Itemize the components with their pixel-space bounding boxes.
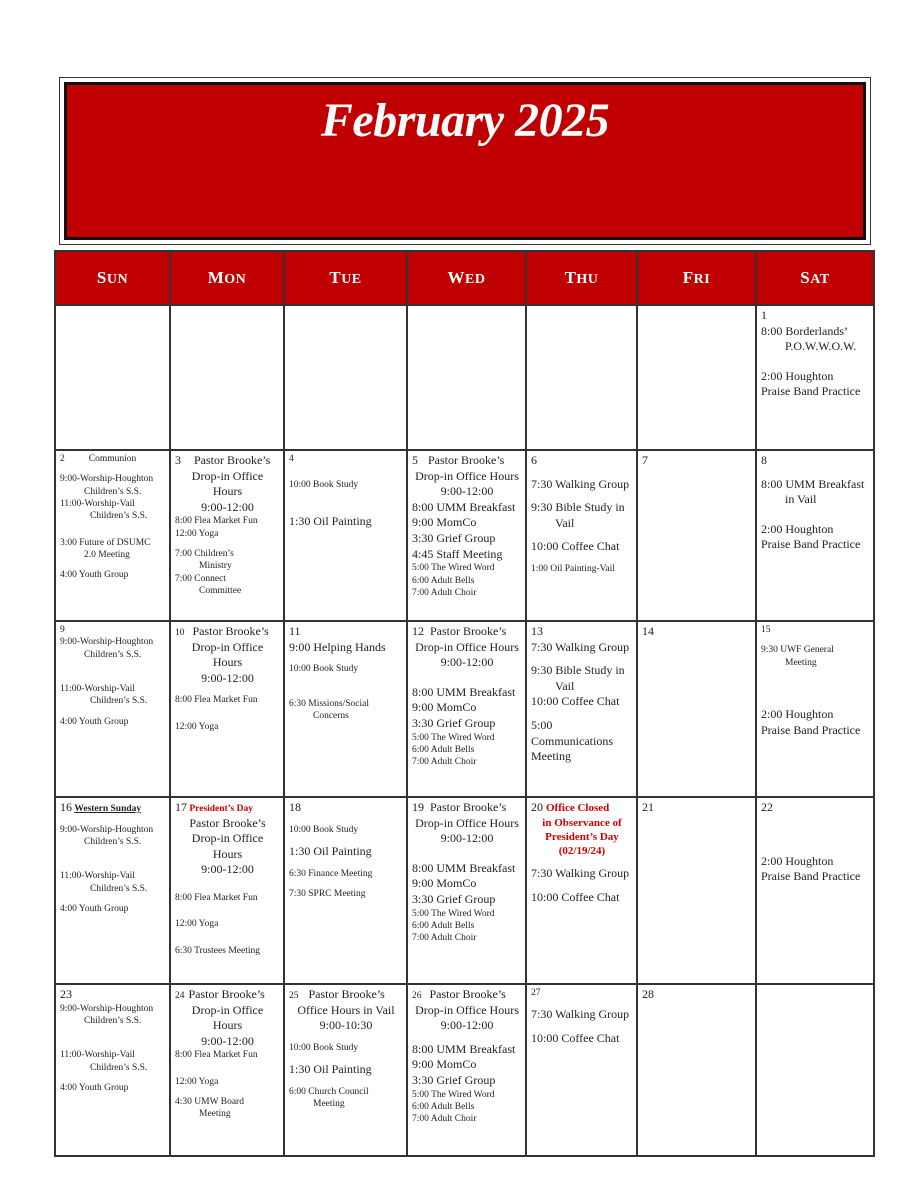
event: Pastor Brooke’s bbox=[188, 987, 265, 1001]
event-detail: Hours bbox=[212, 484, 243, 499]
event: 3:00 Future of DSUMC bbox=[60, 537, 151, 548]
event-detail: Meeting bbox=[199, 1109, 231, 1120]
event: Communion bbox=[88, 454, 137, 464]
event-detail: Vail bbox=[555, 678, 575, 693]
day-cell-25 bbox=[284, 984, 407, 1156]
event: Western Sunday bbox=[74, 804, 142, 814]
event: Pastor Brooke’s bbox=[308, 987, 385, 1001]
event: 9:00 MomCo bbox=[412, 1057, 477, 1072]
event: 7:00 Adult Choir bbox=[412, 933, 477, 944]
day-cell-8 bbox=[756, 450, 874, 621]
day-cell-empty bbox=[170, 305, 284, 450]
event-detail: Drop-in Office bbox=[191, 639, 264, 654]
day-cell-12 bbox=[407, 621, 526, 797]
event: Pastor Brooke’s bbox=[192, 624, 269, 638]
event: 10:00 Coffee Chat bbox=[531, 890, 620, 905]
day-number: 24 bbox=[175, 991, 185, 1001]
event: 4:45 Staff Meeting bbox=[412, 546, 503, 561]
event: Pastor Brooke’s bbox=[428, 453, 505, 467]
event: 12:00 Yoga bbox=[175, 919, 219, 930]
event: 9:00 MomCo bbox=[412, 876, 477, 891]
event-detail: Children’s S.S. bbox=[84, 836, 142, 847]
event: 8:00 Borderlands’ bbox=[761, 323, 848, 338]
day-cell-1 bbox=[756, 305, 874, 450]
event-detail: Drop-in Office Hours bbox=[415, 1002, 519, 1017]
event: 12:00 Yoga bbox=[175, 528, 219, 539]
event: 1:30 Oil Painting bbox=[289, 1062, 372, 1077]
event: 2:00 Houghton bbox=[761, 368, 834, 383]
day-number: 17 bbox=[175, 800, 187, 814]
event-detail: Praise Band Practice bbox=[761, 384, 861, 399]
event: 4:00 Youth Group bbox=[60, 570, 129, 581]
event-detail: 2.0 Meeting bbox=[84, 550, 130, 561]
event: 3:30 Grief Group bbox=[412, 891, 496, 906]
day-number: 15 bbox=[761, 625, 771, 635]
day-number: 23 bbox=[60, 987, 72, 1001]
closure-notice-detail: (02/19/24) bbox=[558, 845, 606, 858]
event: 4:30 UMW Board bbox=[175, 1097, 244, 1108]
event-detail: 9:00-12:00 bbox=[201, 862, 254, 877]
week-row bbox=[55, 984, 874, 1156]
event: 10:00 Coffee Chat bbox=[531, 539, 620, 554]
header-tue bbox=[284, 251, 407, 305]
event-detail: Committee bbox=[199, 586, 242, 597]
header-thu bbox=[526, 251, 637, 305]
week-row bbox=[55, 797, 874, 984]
event: 9:00 Helping Hands bbox=[289, 639, 386, 654]
holiday-label: President’s Day bbox=[189, 804, 253, 814]
event: 7:00 Adult Choir bbox=[412, 757, 477, 768]
event-detail: Children’s S.S. bbox=[90, 511, 148, 522]
event: 6:00 Adult Bells bbox=[412, 744, 475, 755]
event: 8:00 UMM Breakfast bbox=[412, 499, 516, 514]
day-cell-16 bbox=[55, 797, 170, 984]
event-detail: Children’s S.S. bbox=[84, 649, 142, 660]
day-cell-27 bbox=[526, 984, 637, 1156]
event-detail: Children’s S.S. bbox=[84, 1015, 142, 1026]
event: 10:00 Book Study bbox=[289, 480, 359, 491]
event: 4:00 Youth Group bbox=[60, 716, 129, 727]
event: 7:00 Adult Choir bbox=[412, 1114, 477, 1125]
day-cell-14 bbox=[637, 621, 756, 797]
day-number: 19 bbox=[412, 800, 424, 814]
event: 3:30 Grief Group bbox=[412, 530, 496, 545]
event: 7:30 Walking Group bbox=[531, 639, 630, 654]
event: 11:00-Worship-Vail bbox=[60, 1050, 135, 1061]
event: 11:00-Worship-Vail bbox=[60, 871, 135, 882]
event-detail: Drop-in Office bbox=[191, 831, 264, 846]
event: 9:00 MomCo bbox=[412, 700, 477, 715]
event-detail: Children’s S.S. bbox=[90, 696, 148, 707]
event-detail: Drop-in Office Hours bbox=[415, 639, 519, 654]
day-number: 4 bbox=[289, 454, 294, 464]
event-detail: Meeting bbox=[785, 657, 817, 668]
week-row bbox=[55, 305, 874, 450]
event: 1:30 Oil Painting bbox=[289, 513, 372, 528]
event-detail: Praise Band Practice bbox=[761, 869, 861, 884]
event-detail: Meeting bbox=[313, 1099, 345, 1110]
day-number: 1 bbox=[761, 308, 767, 322]
day-cell-9 bbox=[55, 621, 170, 797]
header-sun bbox=[55, 251, 170, 305]
day-cell-19 bbox=[407, 797, 526, 984]
day-cell-empty bbox=[526, 305, 637, 450]
event: 10:00 Coffee Chat bbox=[531, 1030, 620, 1045]
event-detail: Drop-in Office Hours bbox=[415, 815, 519, 830]
event-detail: 9:00-12:00 bbox=[440, 1018, 494, 1033]
event: 9:00-Worship-Houghton bbox=[60, 1003, 154, 1014]
event-detail: 9:00-10:30 bbox=[319, 1018, 373, 1033]
event: 10:00 Book Study bbox=[289, 824, 359, 835]
event: 1:00 Oil Painting-Vail bbox=[531, 563, 615, 574]
day-cell-22 bbox=[756, 797, 874, 984]
day-cell-21 bbox=[637, 797, 756, 984]
event-detail: Drop-in Office bbox=[191, 468, 264, 483]
day-cell-7 bbox=[637, 450, 756, 621]
event-detail: 9:00-12:00 bbox=[201, 1033, 254, 1048]
day-number: 3 bbox=[175, 453, 181, 467]
day-cell-13 bbox=[526, 621, 637, 797]
event: 6:30 Trustees Meeting bbox=[175, 945, 260, 956]
event: 5:00 The Wired Word bbox=[412, 908, 495, 919]
day-cell-28 bbox=[637, 984, 756, 1156]
event: 6:00 Church Council bbox=[289, 1086, 369, 1097]
event-detail: Children’s S.S. bbox=[84, 486, 142, 497]
header-mon bbox=[170, 251, 284, 305]
header-sat bbox=[756, 251, 874, 305]
day-number: 22 bbox=[761, 800, 773, 814]
event: Pastor Brooke’s bbox=[430, 624, 507, 638]
day-number: 11 bbox=[289, 624, 301, 638]
event-detail: Vail bbox=[555, 515, 575, 530]
event-detail: 9:00-12:00 bbox=[440, 484, 494, 499]
event: 5:00 The Wired Word bbox=[412, 1089, 495, 1100]
event: 8:00 Flea Market Fun bbox=[175, 695, 258, 706]
event: 7:30 Walking Group bbox=[531, 866, 630, 881]
event: 2:00 Houghton bbox=[761, 521, 834, 536]
event: 7:30 Walking Group bbox=[531, 1007, 630, 1022]
event-detail: Children’s S.S. bbox=[90, 1062, 148, 1073]
header-wed-label: WED bbox=[447, 268, 486, 287]
day-number: 2 bbox=[60, 454, 65, 464]
event: 5:00 bbox=[531, 717, 553, 732]
day-number: 9 bbox=[60, 625, 65, 635]
header-tue-label: TUE bbox=[329, 268, 362, 287]
event: 7:00 Children’s bbox=[175, 549, 234, 560]
event: 10:00 Book Study bbox=[289, 1042, 359, 1053]
event-detail: in Vail bbox=[785, 492, 817, 507]
event: 12:00 Yoga bbox=[175, 1076, 219, 1087]
day-number: 10 bbox=[175, 628, 185, 638]
closure-notice: Office Closed bbox=[546, 802, 610, 814]
header-wed bbox=[407, 251, 526, 305]
day-number: 6 bbox=[531, 453, 537, 467]
event: 8:00 Flea Market Fun bbox=[175, 1050, 258, 1061]
day-cell-10 bbox=[170, 621, 284, 797]
event: 9:00-Worship-Houghton bbox=[60, 474, 154, 485]
event: 6:00 Adult Bells bbox=[412, 575, 475, 586]
event: 5:00 The Wired Word bbox=[412, 732, 495, 743]
event-detail: Communications bbox=[531, 733, 613, 748]
day-number: 14 bbox=[642, 624, 654, 638]
day-number: 27 bbox=[531, 988, 541, 998]
calendar-grid bbox=[54, 250, 875, 1157]
day-cell-5 bbox=[407, 450, 526, 621]
month-title: February 2025 bbox=[320, 94, 610, 147]
event-detail: Drop-in Office bbox=[191, 1002, 264, 1017]
event-detail: Meeting bbox=[531, 749, 571, 764]
event: 11:00-Worship-Vail bbox=[60, 684, 135, 695]
day-number: 16 bbox=[60, 800, 72, 814]
event: 11:00-Worship-Vail bbox=[60, 499, 135, 510]
header-sun-label: SUN bbox=[96, 268, 129, 287]
header-fri-label: FRI bbox=[682, 268, 711, 287]
event: 9:00 MomCo bbox=[412, 515, 477, 530]
weekday-header-row bbox=[55, 251, 874, 305]
event: 7:30 Walking Group bbox=[531, 476, 630, 491]
event: 5:00 The Wired Word bbox=[412, 563, 495, 574]
event: 9:30 UWF General bbox=[761, 645, 834, 656]
header-thu-label: THU bbox=[564, 268, 599, 287]
event: 8:00 UMM Breakfast bbox=[412, 684, 516, 699]
event-detail: 9:00-12:00 bbox=[440, 831, 494, 846]
day-number: 25 bbox=[289, 991, 299, 1001]
day-cell-3 bbox=[170, 450, 284, 621]
event-detail: Praise Band Practice bbox=[761, 537, 861, 552]
event: Pastor Brooke’s bbox=[189, 815, 266, 830]
header-sat-label: SAT bbox=[800, 268, 830, 287]
day-cell-empty bbox=[756, 984, 874, 1156]
closure-notice-detail: in Observance of bbox=[542, 816, 622, 829]
title-banner-frame bbox=[59, 77, 871, 245]
day-cell-empty bbox=[55, 305, 170, 450]
event: 8:00 UMM Breakfast bbox=[412, 1041, 516, 1056]
event: 10:00 Coffee Chat bbox=[531, 694, 620, 709]
event: 9:00-Worship-Houghton bbox=[60, 824, 154, 835]
event: 8:00 Flea Market Fun bbox=[175, 516, 258, 527]
day-number: 26 bbox=[412, 991, 422, 1001]
event-detail: Praise Band Practice bbox=[761, 722, 861, 737]
day-cell-4 bbox=[284, 450, 407, 621]
event-detail: 9:00-12:00 bbox=[440, 655, 494, 670]
event: 4:00 Youth Group bbox=[60, 1082, 129, 1093]
event: 8:00 Flea Market Fun bbox=[175, 892, 258, 903]
event: Pastor Brooke’s bbox=[429, 987, 506, 1001]
day-cell-empty bbox=[407, 305, 526, 450]
day-number: 18 bbox=[289, 800, 301, 814]
day-cell-empty bbox=[284, 305, 407, 450]
event: 10:00 Book Study bbox=[289, 664, 359, 675]
day-number: 28 bbox=[642, 987, 654, 1001]
event: 7:30 SPRC Meeting bbox=[289, 888, 366, 899]
day-cell-24 bbox=[170, 984, 284, 1156]
day-cell-6 bbox=[526, 450, 637, 621]
event-detail: P.O.W.W.O.W. bbox=[785, 339, 857, 354]
day-number: 13 bbox=[531, 624, 543, 638]
event-detail: Children’s S.S. bbox=[90, 883, 148, 894]
event: 2:00 Houghton bbox=[761, 707, 834, 722]
event: 9:30 Bible Study in bbox=[531, 663, 625, 678]
event-detail: Concerns bbox=[313, 710, 349, 721]
event: 6:30 Missions/Social bbox=[289, 698, 369, 709]
day-cell-18 bbox=[284, 797, 407, 984]
week-row bbox=[55, 450, 874, 621]
event: 8:00 UMM Breakfast bbox=[412, 860, 516, 875]
event-detail: 9:00-12:00 bbox=[201, 670, 254, 685]
closure-notice-detail: President’s Day bbox=[545, 830, 619, 843]
event-detail: Office Hours in Vail bbox=[297, 1002, 395, 1017]
event: 3:30 Grief Group bbox=[412, 1072, 496, 1087]
day-cell-20 bbox=[526, 797, 637, 984]
day-number: 5 bbox=[412, 453, 418, 467]
event: Pastor Brooke’s bbox=[430, 800, 507, 814]
event: 7:00 Adult Choir bbox=[412, 587, 477, 598]
event: 6:00 Adult Bells bbox=[412, 1101, 475, 1112]
event: 1:30 Oil Painting bbox=[289, 843, 372, 858]
event: 9:00-Worship-Houghton bbox=[60, 637, 154, 648]
day-cell-23 bbox=[55, 984, 170, 1156]
day-cell-26 bbox=[407, 984, 526, 1156]
event: 6:30 Finance Meeting bbox=[289, 868, 373, 879]
day-number: 7 bbox=[642, 453, 648, 467]
event: 9:30 Bible Study in bbox=[531, 500, 625, 515]
event: 3:30 Grief Group bbox=[412, 715, 496, 730]
day-cell-11 bbox=[284, 621, 407, 797]
day-number: 20 bbox=[531, 800, 543, 814]
header-fri bbox=[637, 251, 756, 305]
event: Pastor Brooke’s bbox=[194, 453, 271, 467]
title-banner bbox=[64, 82, 866, 240]
day-number: 21 bbox=[642, 800, 654, 814]
day-cell-17 bbox=[170, 797, 284, 984]
day-cell-15 bbox=[756, 621, 874, 797]
event-detail: Hours bbox=[212, 655, 243, 670]
event: 7:00 Connect bbox=[175, 573, 226, 584]
event-detail: Ministry bbox=[199, 561, 232, 572]
event-detail: Drop-in Office Hours bbox=[415, 468, 519, 483]
event: 2:00 Houghton bbox=[761, 853, 834, 868]
day-cell-empty bbox=[637, 305, 756, 450]
event: 8:00 UMM Breakfast bbox=[761, 476, 865, 491]
day-number: 8 bbox=[761, 453, 767, 467]
header-mon-label: MON bbox=[207, 268, 247, 287]
event-detail: Hours bbox=[212, 846, 243, 861]
day-number: 12 bbox=[412, 624, 424, 638]
event: 4:00 Youth Group bbox=[60, 903, 129, 914]
event-detail: 9:00-12:00 bbox=[201, 499, 254, 514]
event-detail: Hours bbox=[212, 1018, 243, 1033]
event: 12:00 Yoga bbox=[175, 721, 219, 732]
event: 6:00 Adult Bells bbox=[412, 920, 475, 931]
week-row bbox=[55, 621, 874, 797]
day-cell-2 bbox=[55, 450, 170, 621]
